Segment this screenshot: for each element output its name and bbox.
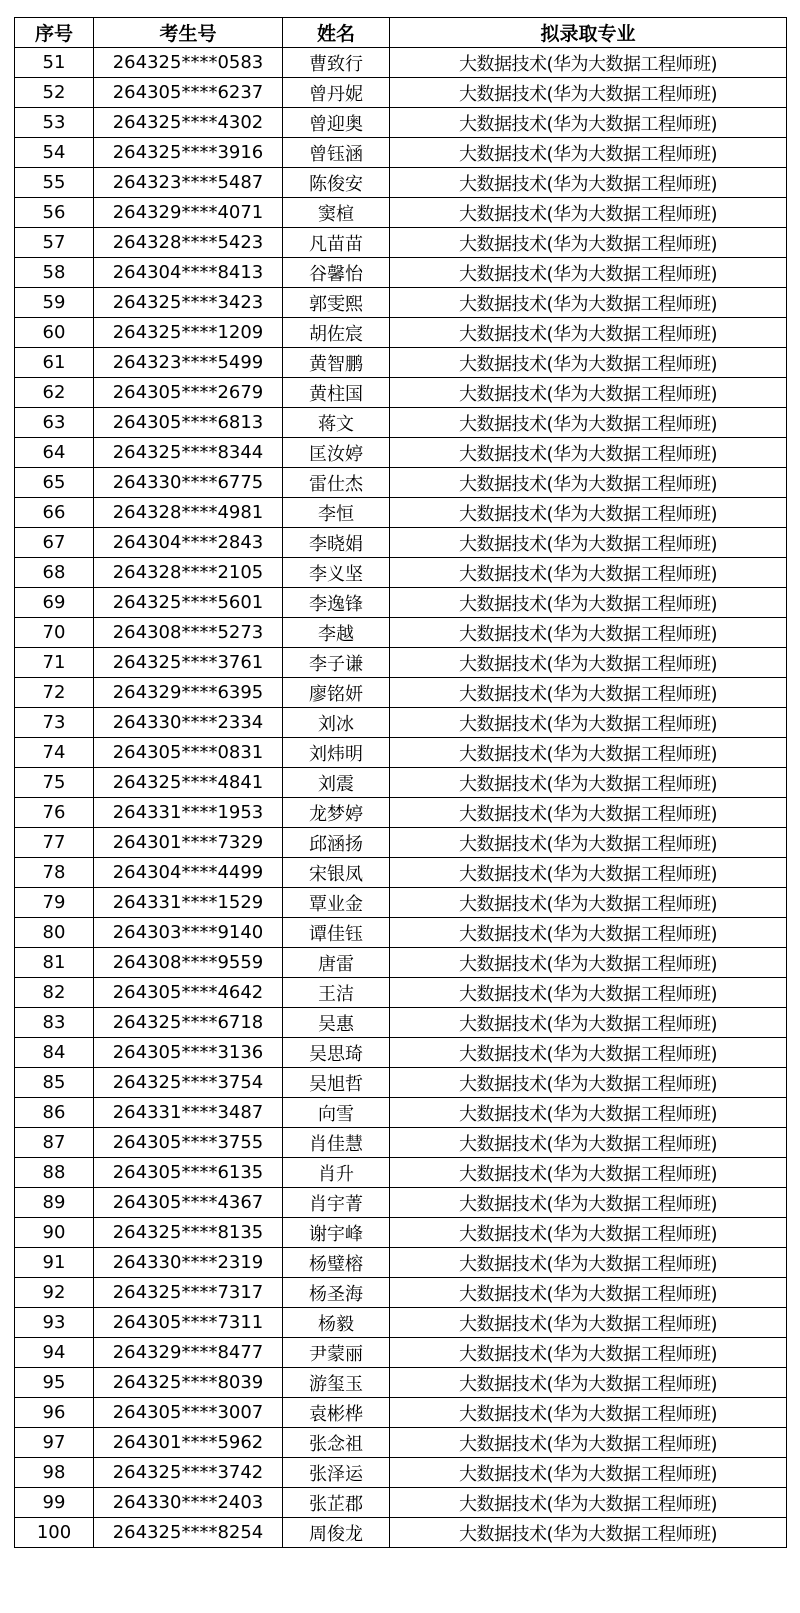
header-major: 拟录取专业 xyxy=(390,18,787,48)
cell-name: 周俊龙 xyxy=(283,1518,390,1548)
cell-name: 谭佳钰 xyxy=(283,918,390,948)
cell-index: 81 xyxy=(15,948,94,978)
cell-name: 唐雷 xyxy=(283,948,390,978)
cell-name: 肖佳慧 xyxy=(283,1128,390,1158)
cell-index: 63 xyxy=(15,408,94,438)
cell-exam-number: 264308****5273 xyxy=(94,618,283,648)
cell-major: 大数据技术(华为大数据工程师班) xyxy=(390,1218,787,1248)
admission-list xyxy=(14,17,787,1548)
cell-name: 黄柱国 xyxy=(283,378,390,408)
cell-index: 82 xyxy=(15,978,94,1008)
cell-name: 匡汝婷 xyxy=(283,438,390,468)
cell-exam-number: 264325****3423 xyxy=(94,288,283,318)
cell-major: 大数据技术(华为大数据工程师班) xyxy=(390,1248,787,1278)
cell-major: 大数据技术(华为大数据工程师班) xyxy=(390,1338,787,1368)
cell-index: 80 xyxy=(15,918,94,948)
cell-major: 大数据技术(华为大数据工程师班) xyxy=(390,648,787,678)
cell-major: 大数据技术(华为大数据工程师班) xyxy=(390,1488,787,1518)
table-row xyxy=(15,1338,787,1368)
cell-index: 70 xyxy=(15,618,94,648)
table-row xyxy=(15,708,787,738)
cell-index: 58 xyxy=(15,258,94,288)
cell-exam-number: 264325****6718 xyxy=(94,1008,283,1038)
cell-index: 59 xyxy=(15,288,94,318)
cell-exam-number: 264305****3755 xyxy=(94,1128,283,1158)
cell-major: 大数据技术(华为大数据工程师班) xyxy=(390,378,787,408)
cell-name: 凡苗苗 xyxy=(283,228,390,258)
cell-index: 92 xyxy=(15,1278,94,1308)
cell-exam-number: 264325****3761 xyxy=(94,648,283,678)
cell-index: 89 xyxy=(15,1188,94,1218)
cell-exam-number: 264305****6813 xyxy=(94,408,283,438)
cell-major: 大数据技术(华为大数据工程师班) xyxy=(390,588,787,618)
table-row xyxy=(15,678,787,708)
table-row xyxy=(15,198,787,228)
table-row xyxy=(15,1428,787,1458)
table-row xyxy=(15,1188,787,1218)
cell-exam-number: 264304****8413 xyxy=(94,258,283,288)
cell-index: 64 xyxy=(15,438,94,468)
cell-exam-number: 264305****6135 xyxy=(94,1158,283,1188)
cell-name: 窦楦 xyxy=(283,198,390,228)
cell-major: 大数据技术(华为大数据工程师班) xyxy=(390,288,787,318)
cell-name: 杨圣海 xyxy=(283,1278,390,1308)
cell-name: 李义坚 xyxy=(283,558,390,588)
cell-name: 雷仕杰 xyxy=(283,468,390,498)
cell-index: 69 xyxy=(15,588,94,618)
table-row xyxy=(15,408,787,438)
table-row xyxy=(15,228,787,258)
table-row xyxy=(15,288,787,318)
cell-name: 宋银凤 xyxy=(283,858,390,888)
cell-exam-number: 264330****2319 xyxy=(94,1248,283,1278)
cell-name: 刘炜明 xyxy=(283,738,390,768)
cell-major: 大数据技术(华为大数据工程师班) xyxy=(390,498,787,528)
cell-index: 78 xyxy=(15,858,94,888)
cell-major: 大数据技术(华为大数据工程师班) xyxy=(390,108,787,138)
cell-index: 79 xyxy=(15,888,94,918)
cell-exam-number: 264325****8135 xyxy=(94,1218,283,1248)
table-row xyxy=(15,1278,787,1308)
cell-exam-number: 264331****3487 xyxy=(94,1098,283,1128)
table-row xyxy=(15,1308,787,1338)
cell-major: 大数据技术(华为大数据工程师班) xyxy=(390,678,787,708)
cell-major: 大数据技术(华为大数据工程师班) xyxy=(390,318,787,348)
table-row xyxy=(15,858,787,888)
cell-major: 大数据技术(华为大数据工程师班) xyxy=(390,1428,787,1458)
cell-name: 向雪 xyxy=(283,1098,390,1128)
cell-index: 93 xyxy=(15,1308,94,1338)
cell-name: 张念祖 xyxy=(283,1428,390,1458)
cell-index: 61 xyxy=(15,348,94,378)
cell-major: 大数据技术(华为大数据工程师班) xyxy=(390,1038,787,1068)
cell-exam-number: 264325****8254 xyxy=(94,1518,283,1548)
cell-name: 尹蒙丽 xyxy=(283,1338,390,1368)
table-row xyxy=(15,378,787,408)
cell-exam-number: 264331****1953 xyxy=(94,798,283,828)
cell-index: 76 xyxy=(15,798,94,828)
cell-name: 胡佐宸 xyxy=(283,318,390,348)
cell-index: 52 xyxy=(15,78,94,108)
cell-name: 刘震 xyxy=(283,768,390,798)
cell-major: 大数据技术(华为大数据工程师班) xyxy=(390,1188,787,1218)
cell-major: 大数据技术(华为大数据工程师班) xyxy=(390,798,787,828)
cell-index: 88 xyxy=(15,1158,94,1188)
cell-index: 84 xyxy=(15,1038,94,1068)
cell-major: 大数据技术(华为大数据工程师班) xyxy=(390,1308,787,1338)
cell-exam-number: 264325****1209 xyxy=(94,318,283,348)
cell-name: 李晓娟 xyxy=(283,528,390,558)
cell-index: 72 xyxy=(15,678,94,708)
table-row xyxy=(15,1398,787,1428)
cell-exam-number: 264330****2403 xyxy=(94,1488,283,1518)
cell-major: 大数据技术(华为大数据工程师班) xyxy=(390,918,787,948)
cell-index: 91 xyxy=(15,1248,94,1278)
cell-name: 李逸锋 xyxy=(283,588,390,618)
table-row xyxy=(15,1518,787,1548)
cell-exam-number: 264305****6237 xyxy=(94,78,283,108)
cell-name: 肖宇菁 xyxy=(283,1188,390,1218)
cell-major: 大数据技术(华为大数据工程师班) xyxy=(390,1398,787,1428)
cell-name: 张泽运 xyxy=(283,1458,390,1488)
cell-index: 98 xyxy=(15,1458,94,1488)
cell-name: 龙梦婷 xyxy=(283,798,390,828)
cell-major: 大数据技术(华为大数据工程师班) xyxy=(390,858,787,888)
cell-exam-number: 264328****4981 xyxy=(94,498,283,528)
cell-name: 曾迎奥 xyxy=(283,108,390,138)
cell-exam-number: 264329****8477 xyxy=(94,1338,283,1368)
cell-major: 大数据技术(华为大数据工程师班) xyxy=(390,228,787,258)
cell-major: 大数据技术(华为大数据工程师班) xyxy=(390,258,787,288)
cell-index: 73 xyxy=(15,708,94,738)
cell-index: 74 xyxy=(15,738,94,768)
table-row xyxy=(15,528,787,558)
cell-name: 肖升 xyxy=(283,1158,390,1188)
cell-major: 大数据技术(华为大数据工程师班) xyxy=(390,618,787,648)
cell-major: 大数据技术(华为大数据工程师班) xyxy=(390,1068,787,1098)
cell-name: 曾钰涵 xyxy=(283,138,390,168)
cell-exam-number: 264323****5487 xyxy=(94,168,283,198)
cell-index: 99 xyxy=(15,1488,94,1518)
cell-exam-number: 264304****2843 xyxy=(94,528,283,558)
table-row xyxy=(15,1488,787,1518)
cell-index: 71 xyxy=(15,648,94,678)
cell-major: 大数据技术(华为大数据工程师班) xyxy=(390,528,787,558)
cell-exam-number: 264325****4302 xyxy=(94,108,283,138)
cell-name: 刘冰 xyxy=(283,708,390,738)
table-row xyxy=(15,108,787,138)
cell-exam-number: 264303****9140 xyxy=(94,918,283,948)
cell-index: 57 xyxy=(15,228,94,258)
cell-index: 53 xyxy=(15,108,94,138)
cell-major: 大数据技术(华为大数据工程师班) xyxy=(390,1128,787,1158)
cell-exam-number: 264304****4499 xyxy=(94,858,283,888)
cell-index: 75 xyxy=(15,768,94,798)
cell-name: 曹致行 xyxy=(283,48,390,78)
table-row xyxy=(15,558,787,588)
header-index: 序号 xyxy=(15,18,94,48)
cell-exam-number: 264325****8039 xyxy=(94,1368,283,1398)
cell-exam-number: 264325****4841 xyxy=(94,768,283,798)
cell-name: 黄智鹏 xyxy=(283,348,390,378)
table-row xyxy=(15,1098,787,1128)
table-row xyxy=(15,1068,787,1098)
table-row xyxy=(15,1458,787,1488)
cell-name: 李恒 xyxy=(283,498,390,528)
cell-index: 68 xyxy=(15,558,94,588)
cell-exam-number: 264325****8344 xyxy=(94,438,283,468)
table-row xyxy=(15,138,787,168)
table-row xyxy=(15,498,787,528)
table-row xyxy=(15,798,787,828)
cell-index: 65 xyxy=(15,468,94,498)
cell-major: 大数据技术(华为大数据工程师班) xyxy=(390,1458,787,1488)
table-row xyxy=(15,588,787,618)
cell-name: 李越 xyxy=(283,618,390,648)
table-row xyxy=(15,828,787,858)
cell-major: 大数据技术(华为大数据工程师班) xyxy=(390,828,787,858)
cell-index: 66 xyxy=(15,498,94,528)
cell-major: 大数据技术(华为大数据工程师班) xyxy=(390,738,787,768)
table-row xyxy=(15,1248,787,1278)
cell-exam-number: 264305****3136 xyxy=(94,1038,283,1068)
cell-major: 大数据技术(华为大数据工程师班) xyxy=(390,78,787,108)
cell-exam-number: 264323****5499 xyxy=(94,348,283,378)
cell-index: 54 xyxy=(15,138,94,168)
admission-table xyxy=(14,17,787,1548)
cell-index: 96 xyxy=(15,1398,94,1428)
cell-major: 大数据技术(华为大数据工程师班) xyxy=(390,1278,787,1308)
cell-name: 吴旭哲 xyxy=(283,1068,390,1098)
table-row xyxy=(15,1368,787,1398)
cell-major: 大数据技术(华为大数据工程师班) xyxy=(390,768,787,798)
table-row xyxy=(15,1128,787,1158)
cell-major: 大数据技术(华为大数据工程师班) xyxy=(390,1368,787,1398)
cell-name: 邱涵扬 xyxy=(283,828,390,858)
cell-major: 大数据技术(华为大数据工程师班) xyxy=(390,348,787,378)
cell-name: 吴惠 xyxy=(283,1008,390,1038)
cell-exam-number: 264330****6775 xyxy=(94,468,283,498)
cell-name: 陈俊安 xyxy=(283,168,390,198)
cell-exam-number: 264305****2679 xyxy=(94,378,283,408)
cell-index: 60 xyxy=(15,318,94,348)
cell-exam-number: 264329****4071 xyxy=(94,198,283,228)
cell-index: 86 xyxy=(15,1098,94,1128)
cell-exam-number: 264325****3742 xyxy=(94,1458,283,1488)
cell-name: 郭雯熙 xyxy=(283,288,390,318)
cell-major: 大数据技术(华为大数据工程师班) xyxy=(390,138,787,168)
cell-major: 大数据技术(华为大数据工程师班) xyxy=(390,408,787,438)
cell-major: 大数据技术(华为大数据工程师班) xyxy=(390,1158,787,1188)
cell-index: 56 xyxy=(15,198,94,228)
table-row xyxy=(15,648,787,678)
cell-major: 大数据技术(华为大数据工程师班) xyxy=(390,888,787,918)
cell-name: 廖铭妍 xyxy=(283,678,390,708)
cell-name: 游玺玉 xyxy=(283,1368,390,1398)
cell-name: 谢宇峰 xyxy=(283,1218,390,1248)
cell-index: 97 xyxy=(15,1428,94,1458)
cell-index: 90 xyxy=(15,1218,94,1248)
cell-exam-number: 264331****1529 xyxy=(94,888,283,918)
cell-exam-number: 264330****2334 xyxy=(94,708,283,738)
cell-index: 62 xyxy=(15,378,94,408)
cell-name: 吴思琦 xyxy=(283,1038,390,1068)
cell-exam-number: 264325****3754 xyxy=(94,1068,283,1098)
cell-major: 大数据技术(华为大数据工程师班) xyxy=(390,198,787,228)
cell-name: 曾丹妮 xyxy=(283,78,390,108)
cell-major: 大数据技术(华为大数据工程师班) xyxy=(390,948,787,978)
cell-exam-number: 264325****7317 xyxy=(94,1278,283,1308)
cell-exam-number: 264325****0583 xyxy=(94,48,283,78)
cell-major: 大数据技术(华为大数据工程师班) xyxy=(390,438,787,468)
cell-index: 55 xyxy=(15,168,94,198)
table-row xyxy=(15,768,787,798)
cell-major: 大数据技术(华为大数据工程师班) xyxy=(390,168,787,198)
table-row xyxy=(15,618,787,648)
table-row xyxy=(15,948,787,978)
table-row xyxy=(15,348,787,378)
header-name: 姓名 xyxy=(283,18,390,48)
cell-exam-number: 264305****3007 xyxy=(94,1398,283,1428)
cell-exam-number: 264305****4367 xyxy=(94,1188,283,1218)
table-row xyxy=(15,438,787,468)
table-body xyxy=(15,48,787,1548)
cell-name: 李子谦 xyxy=(283,648,390,678)
cell-name: 谷馨怡 xyxy=(283,258,390,288)
cell-major: 大数据技术(华为大数据工程师班) xyxy=(390,558,787,588)
cell-major: 大数据技术(华为大数据工程师班) xyxy=(390,48,787,78)
cell-name: 杨璧榕 xyxy=(283,1248,390,1278)
cell-major: 大数据技术(华为大数据工程师班) xyxy=(390,468,787,498)
table-row xyxy=(15,1008,787,1038)
cell-exam-number: 264305****4642 xyxy=(94,978,283,1008)
cell-name: 杨毅 xyxy=(283,1308,390,1338)
cell-name: 蒋文 xyxy=(283,408,390,438)
table-row xyxy=(15,468,787,498)
table-row xyxy=(15,888,787,918)
cell-major: 大数据技术(华为大数据工程师班) xyxy=(390,1008,787,1038)
cell-exam-number: 264325****3916 xyxy=(94,138,283,168)
cell-major: 大数据技术(华为大数据工程师班) xyxy=(390,708,787,738)
cell-index: 87 xyxy=(15,1128,94,1158)
table-row xyxy=(15,168,787,198)
table-row xyxy=(15,258,787,288)
header-exam-number: 考生号 xyxy=(94,18,283,48)
cell-exam-number: 264301****5962 xyxy=(94,1428,283,1458)
cell-name: 张芷郡 xyxy=(283,1488,390,1518)
cell-index: 100 xyxy=(15,1518,94,1548)
cell-exam-number: 264308****9559 xyxy=(94,948,283,978)
cell-exam-number: 264325****5601 xyxy=(94,588,283,618)
table-row xyxy=(15,318,787,348)
cell-index: 83 xyxy=(15,1008,94,1038)
cell-exam-number: 264328****2105 xyxy=(94,558,283,588)
cell-name: 王洁 xyxy=(283,978,390,1008)
cell-name: 袁彬桦 xyxy=(283,1398,390,1428)
cell-major: 大数据技术(华为大数据工程师班) xyxy=(390,978,787,1008)
table-row xyxy=(15,48,787,78)
cell-index: 51 xyxy=(15,48,94,78)
cell-exam-number: 264301****7329 xyxy=(94,828,283,858)
header-row xyxy=(15,18,787,48)
cell-major: 大数据技术(华为大数据工程师班) xyxy=(390,1518,787,1548)
cell-name: 覃业金 xyxy=(283,888,390,918)
table-row xyxy=(15,738,787,768)
cell-index: 77 xyxy=(15,828,94,858)
cell-exam-number: 264305****7311 xyxy=(94,1308,283,1338)
cell-index: 85 xyxy=(15,1068,94,1098)
table-row xyxy=(15,1038,787,1068)
cell-major: 大数据技术(华为大数据工程师班) xyxy=(390,1098,787,1128)
table-row xyxy=(15,978,787,1008)
table-row xyxy=(15,918,787,948)
cell-index: 94 xyxy=(15,1338,94,1368)
cell-exam-number: 264305****0831 xyxy=(94,738,283,768)
cell-exam-number: 264329****6395 xyxy=(94,678,283,708)
table-row xyxy=(15,78,787,108)
cell-index: 95 xyxy=(15,1368,94,1398)
cell-index: 67 xyxy=(15,528,94,558)
table-row xyxy=(15,1218,787,1248)
table-row xyxy=(15,1158,787,1188)
cell-exam-number: 264328****5423 xyxy=(94,228,283,258)
